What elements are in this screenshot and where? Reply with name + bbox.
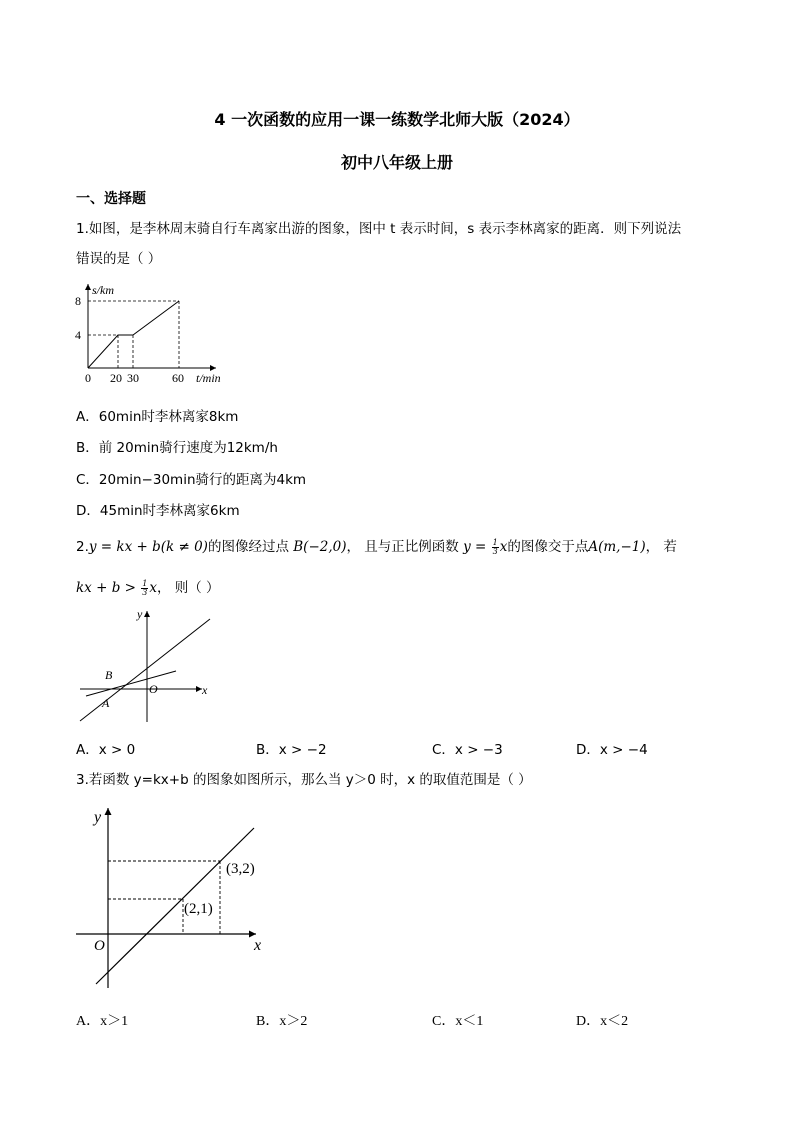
q2-point-a-label: A [102,696,110,710]
q2-origin-label: O [149,682,158,696]
q2-prop-func-a: y = [463,539,491,555]
q2-prop-func-b: x [499,539,508,555]
q1-y-axis-label: s/km [92,283,114,297]
document-subtitle: 初中八年级上册 [340,153,453,172]
q2-stem-line1 [76,535,677,556]
q3-y-label: y [94,809,102,826]
q3-x-label: x [254,937,262,954]
q3-stem: 3.若函数 y=kx+b 的图象如图所示，那么当 y＞0 时，x 的取值范围是（ ） [76,772,532,788]
q2-function-expr: y = kx + b(k ≠ 0) [88,539,208,555]
q3-line-kx-b [96,828,254,984]
q3-option-c: C．x＜1 [432,1014,484,1029]
q2-point-b: B(−2,0) [293,539,347,555]
q2-inequality-fraction: $\frac{1}{3}$ [142,578,148,597]
q1-y-tick-4: 4 [75,328,81,342]
q2-graph [74,605,224,725]
q1-x-tick-20: 20 [110,371,122,385]
q3-point-label-3-2: (3,2) [226,861,255,877]
q1-stem-line1: 1.如图，是李林周末骑自行车离家出游的图象，图中 t 表示时间，s 表示李林离家的距离．则下列说法 [76,221,682,237]
q2-x-label: x [202,683,208,697]
q3-point-label-2-1: (2,1) [184,901,213,917]
q2-inequality-a: kx + b > [76,580,141,596]
q2-y-label: y [137,607,143,621]
section-heading: 一、选择题 [76,191,146,207]
q1-graph [70,280,240,390]
q1-x-tick-30: 30 [127,371,139,385]
q1-stem-line2: 错误的是（ ） [76,251,162,267]
q2-text-1: 的图像经过点 [207,539,289,555]
q2-option-a: A．x > 0 [76,742,136,758]
q2-line-proportional [86,671,176,696]
q2-point-a: A(m,−1) [588,539,646,555]
q1-option-d: D．45min时李林离家6km [76,503,240,519]
q2-inequality-b: x [149,580,157,596]
q3-graph [74,800,284,1000]
q3-option-d: D．x＜2 [576,1014,629,1029]
q1-option-c: C．20min−30min骑行的距离为4km [76,472,307,488]
q2-point-b-label: B [105,668,113,682]
document-title: 4 一次函数的应用一课一练数学北师大版（2024） [214,110,580,129]
q2-text-4: ， 若 [645,539,677,555]
q2-text-3: 的图像交于点 [507,539,589,555]
q2-line-kx-b [80,619,210,721]
q2-text-5: ， 则（ ） [156,580,220,596]
q2-fraction: $\frac{1}{3}$ [492,537,498,556]
q1-x-tick-0: 0 [85,371,91,385]
q3-origin-label: O [94,938,105,954]
q1-x-axis-label: t/min [196,371,221,385]
q1-option-a: A．60min时李林离家8km [76,409,239,425]
q1-option-b: B．前 20min骑行速度为12km/h [76,440,278,456]
q2-option-d: D．x > −4 [576,742,648,758]
q2-option-b: B．x > −2 [256,742,327,758]
q2-option-c: C．x > −3 [432,742,503,758]
q1-y-tick-8: 8 [75,294,81,308]
q1-x-tick-60: 60 [172,371,184,385]
q2-stem-line2 [76,576,220,597]
q2-number: 2. [76,539,89,555]
q3-option-b: B．x＞2 [256,1014,308,1029]
q3-option-a: A．x＞1 [76,1014,129,1029]
q1-distance-line [88,301,179,368]
q2-text-2: ， 且与正比例函数 [346,539,459,555]
